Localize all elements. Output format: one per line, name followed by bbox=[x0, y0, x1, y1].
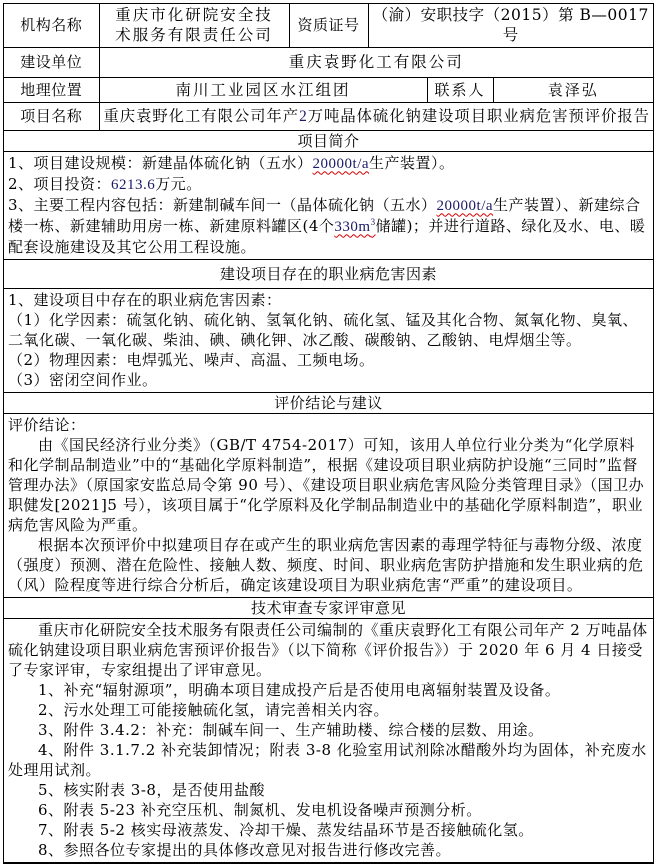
location-row bbox=[4, 77, 653, 102]
project-name-pre: 重庆袁野化工有限公司年产 bbox=[103, 106, 300, 125]
conclusion-paragraph-2: 根据本次预评价中拟建项目存在或产生的职业病危害因素的毒理学特征与毒物分级、浓度（强度）预测、潜在危险性、接触人数、频度、时间、职业病危害防护措施和发生职业病的危（风）险程度等进行综合分析后，确定该建设项目为职业病危害“严重”的建设项目。 bbox=[8, 535, 644, 594]
intro-line-1 bbox=[8, 153, 649, 174]
hazards-body bbox=[4, 288, 653, 392]
review-item: 2、污水处理工可能接触硫化氢，请完善相关内容。 bbox=[38, 700, 390, 719]
review-item: 4、附件 3.1.7.2 补充装卸情况；附表 3-8 化验室用试剂除冰醋酸外均为固体，补充废水处理用试剂。 bbox=[8, 740, 647, 779]
tank-volume: 330m bbox=[334, 218, 371, 235]
intro-line-3-a: 3、主要工程内容包括：新建制碱车间一（晶体硫化钠（五水） bbox=[8, 195, 437, 214]
review-head-row bbox=[4, 597, 653, 618]
capacity-flagged-2: 20000t/a bbox=[436, 197, 494, 214]
contact-name: 袁泽弘 bbox=[493, 77, 653, 102]
project-row bbox=[4, 102, 653, 130]
hazards-line: 1、建设项目中存在的职业病危害因素： bbox=[8, 290, 282, 309]
cert-label: 资质证号 bbox=[289, 4, 368, 47]
intro-body-row bbox=[4, 151, 653, 259]
contact-label: 联系人 bbox=[427, 77, 493, 102]
tank-volume-flagged bbox=[334, 216, 376, 235]
conclusion-head-row bbox=[4, 392, 653, 413]
org-row bbox=[4, 4, 653, 47]
review-title: 技术审查专家评审意见 bbox=[4, 597, 653, 618]
intro-line-1-tail: 生产装置）。 bbox=[369, 153, 455, 172]
project-name-num: 2 bbox=[299, 107, 308, 125]
org-label: 机构名称 bbox=[4, 4, 99, 47]
org-name: 重庆市化研院安全技术服务有限责任公司 bbox=[99, 4, 289, 47]
review-item: 3、附件 3.4.2：补充：制碱车间一、生产辅助楼、综合楼的层数、用途。 bbox=[38, 720, 544, 739]
intro-line-2-tail: 万元。 bbox=[155, 174, 202, 193]
location-label: 地理位置 bbox=[4, 77, 99, 102]
intro-line-3-b: 生产装置）、新建综合楼一栋、新建辅助用房一栋、新建原料罐区(4个 bbox=[8, 195, 641, 235]
project-label: 项目名称 bbox=[4, 102, 99, 130]
project-info-sheet bbox=[3, 3, 654, 864]
intro-line-2-text: 2、项目投资： bbox=[8, 174, 112, 193]
review-item: 5、核实附表 3-8，是否使用盐酸 bbox=[38, 780, 265, 799]
intro-line-2 bbox=[8, 174, 649, 195]
review-item: 8、参照各位专家提出的具体修改意见对报告进行修改完善。 bbox=[38, 840, 452, 859]
project-name bbox=[99, 102, 653, 130]
hazards-title: 建设项目存在的职业病危害因素 bbox=[4, 259, 653, 288]
conclusion-label: 评价结论： bbox=[8, 415, 86, 434]
review-item: 6、附表 5-23 补充空压机、制氮机、发电机设备噪声预测分析。 bbox=[38, 800, 482, 819]
cert-number: （渝）安职技字（2015）第 B—0017 号 bbox=[368, 4, 653, 47]
info-table bbox=[4, 4, 653, 863]
capacity-flagged: 20000t/a bbox=[312, 155, 370, 172]
conclusion-body bbox=[4, 413, 653, 597]
hazards-line: （2）物理因素：电焊弧光、噪声、高温、工频电场。 bbox=[8, 350, 375, 369]
review-body bbox=[4, 618, 653, 862]
intro-body bbox=[4, 151, 653, 259]
investment-amount: 6213.6 bbox=[111, 176, 156, 193]
hazards-head-row bbox=[4, 259, 653, 288]
builder-label: 建设单位 bbox=[4, 47, 99, 77]
intro-head-row bbox=[4, 130, 653, 151]
conclusion-paragraph-1: 由《国民经济行业分类》（GB/T 4754-2017）可知，该用人单位行业分类为“化学原料和化学制品制造业”中的“基础化学原料制造”，根据《建设项目职业病防护设施“三同时”监督管理办法》（原国家安监总局令第 90 号）、《建设项目职业病危害风险分类管理目录》（国卫办职健发[2021]5 号），该项目属于“化学原料及化学制品制造业中的基础化学原料制造”，职业病危害风险为严重。 bbox=[8, 435, 645, 534]
tank-volume-sup: 3 bbox=[370, 216, 376, 227]
review-body-row bbox=[4, 618, 653, 862]
builder-name: 重庆袁野化工有限公司 bbox=[99, 47, 653, 77]
hazards-line: （1）化学因素：硫氢化钠、硫化钠、氢氧化钠、硫化氢、锰及其化合物、氮氧化物、臭氧、二氧化碳、一氧化碳、柴油、碘、碘化钾、冰乙酸、碳酸钠、乙酸钠、电焊烟尘等。 bbox=[8, 310, 639, 349]
intro-line-1-text: 1、项目建设规模：新建晶体硫化钠（五水） bbox=[8, 153, 313, 172]
review-intro: 重庆市化研院安全技术服务有限责任公司编制的《重庆袁野化工有限公司年产 2 万吨晶体硫化钠建设项目职业病危害预评价报告》（以下简称《评价报告》）于 2020 年 6 月 4 日接受了专家评审，专家组提出了评审意见。 bbox=[8, 620, 648, 679]
location-value: 南川工业园区水江组团 bbox=[99, 77, 427, 102]
intro-line-3 bbox=[8, 195, 649, 257]
hazards-line: （3）密闭空间作业。 bbox=[8, 370, 158, 389]
intro-line-3-c: 储罐)；并进行道路、绿化及水、电、暖配套设施建设及其它公用工程设施。 bbox=[8, 216, 646, 256]
builder-row bbox=[4, 47, 653, 77]
hazards-body-row bbox=[4, 288, 653, 392]
review-item: 1、补充“辐射源项”，明确本项目建成投产后是否使用电离辐射装置及设备。 bbox=[38, 680, 561, 699]
project-name-post: 万吨晶体硫化钠建设项目职业病危害预评价报告 bbox=[307, 106, 650, 125]
review-item: 7、附表 5-2 核实母液蒸发、冷却干燥、蒸发结晶环节是否接触硫化氢。 bbox=[38, 820, 534, 839]
conclusion-title: 评价结论与建议 bbox=[4, 392, 653, 413]
conclusion-body-row bbox=[4, 413, 653, 597]
intro-title: 项目简介 bbox=[4, 130, 653, 151]
